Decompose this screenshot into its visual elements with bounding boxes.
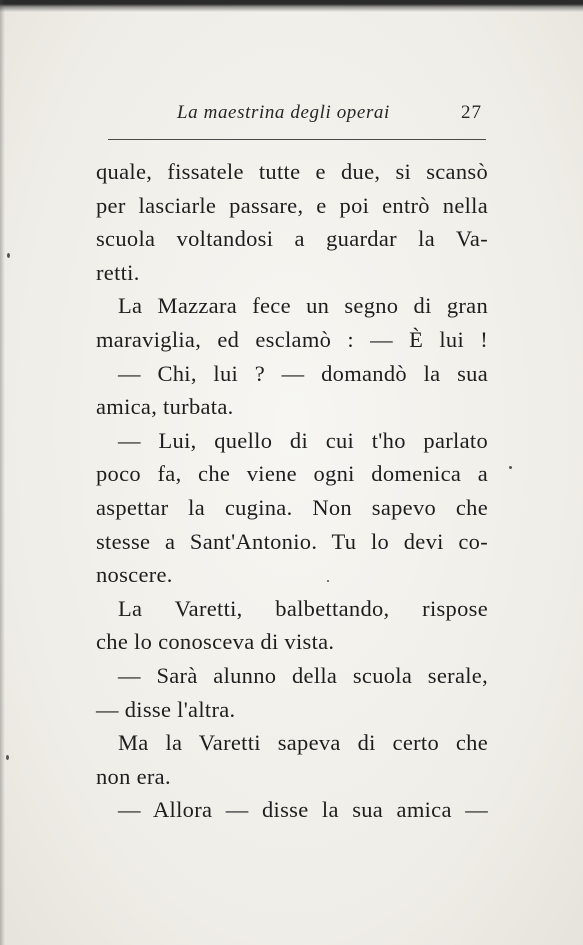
page-top-edge — [0, 0, 583, 12]
text-line: scuola voltandosi a guardar la Va- — [96, 226, 488, 252]
print-speck — [509, 466, 512, 469]
text-line: La Varetti, balbettando, rispose — [118, 595, 488, 621]
text-line: quale, fissatele tutte e due, si scansò — [96, 159, 488, 184]
text-line: amica, turbata. — [96, 394, 234, 420]
text-line: stesse a Sant'Antonio. Tu lo devi co- — [96, 528, 488, 554]
text-line: noscere. — [96, 562, 173, 588]
print-speck — [6, 755, 9, 760]
text-line: — Lui, quello di cui t'ho parlato — [118, 427, 488, 453]
body-text — [96, 155, 488, 827]
running-head — [112, 100, 492, 130]
text-line: poco fa, che viene ogni domenica a — [96, 461, 488, 487]
page-left-edge — [0, 0, 5, 945]
print-speck — [327, 580, 329, 582]
text-line: retti. — [96, 259, 140, 285]
text-line: non era. — [96, 763, 171, 789]
text-line: — Sarà alunno della scuola serale, — [118, 662, 488, 688]
text-line: — Allora — disse la sua amica — — [118, 797, 488, 823]
text-line: maraviglia, ed esclamò : — È lui ! — [96, 326, 488, 352]
running-title: La maestrina degli operai — [177, 102, 390, 123]
text-line: che lo conosceva di vista. — [96, 629, 335, 655]
text-line: — disse l'altra. — [96, 696, 236, 722]
print-speck — [7, 253, 10, 258]
text-line: aspettar la cugina. Non sapevo che — [96, 494, 488, 520]
text-line: La Mazzara fece un segno di gran — [118, 293, 488, 319]
text-line: — Chi, lui ? — domandò la sua — [118, 360, 488, 386]
header-rule — [108, 139, 486, 140]
text-line: per lasciarle passare, e poi entrò nella — [96, 192, 488, 218]
text-line: Ma la Varetti sapeva di certo che — [118, 730, 488, 756]
page-number: 27 — [461, 102, 482, 123]
